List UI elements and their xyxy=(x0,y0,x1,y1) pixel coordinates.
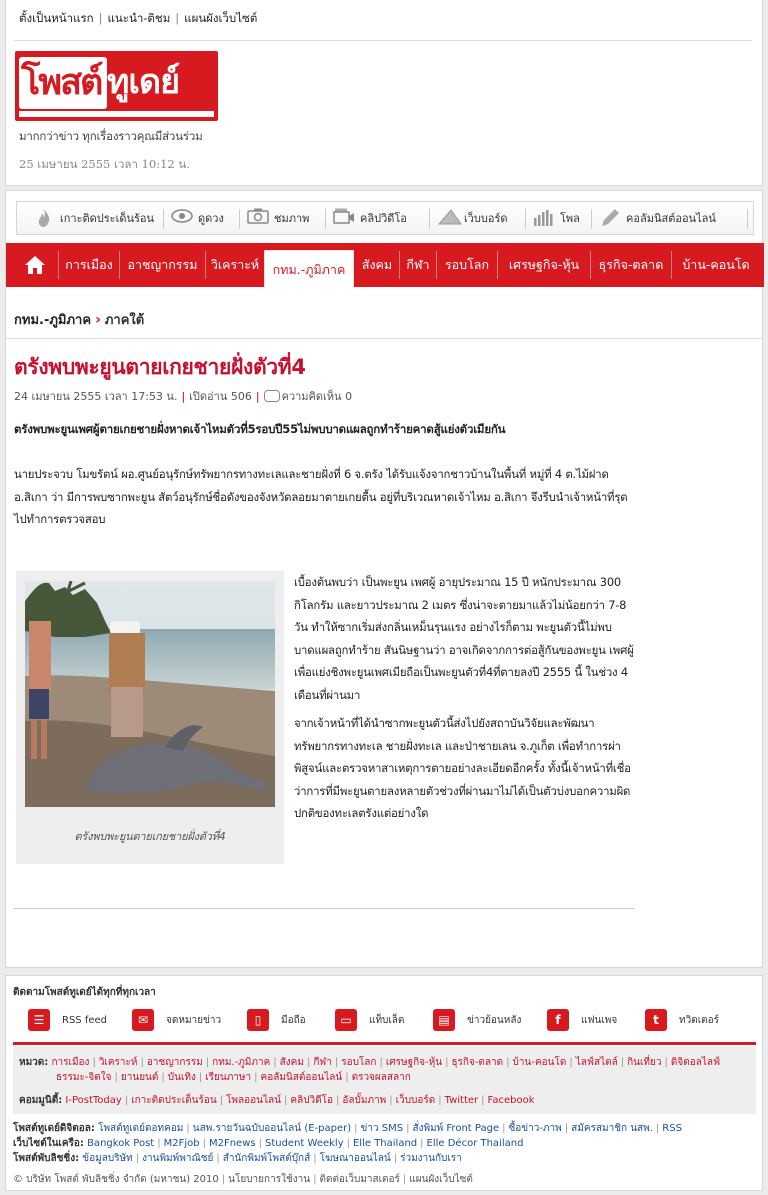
menu-online-columnists[interactable] xyxy=(599,202,716,234)
site-footer xyxy=(5,975,763,1191)
separator: | xyxy=(336,1095,340,1106)
menu-label: ดูดวง xyxy=(198,212,224,225)
camera-icon xyxy=(247,208,269,228)
separator: | xyxy=(620,1057,625,1068)
separator: | xyxy=(306,1057,311,1068)
eye-icon xyxy=(171,208,193,228)
separator xyxy=(163,209,164,229)
main-content xyxy=(5,190,763,968)
separator: | xyxy=(502,1123,506,1134)
social-label: แฟนเพจ xyxy=(581,1014,618,1026)
menu-label: ชมภาพ xyxy=(274,212,310,225)
pen-icon xyxy=(599,208,621,228)
separator: | xyxy=(334,1057,339,1068)
footer-link[interactable]: รอบโลก xyxy=(341,1057,377,1068)
separator: | xyxy=(98,11,103,25)
separator xyxy=(591,209,592,229)
footer-category-row xyxy=(19,1055,720,1070)
divider xyxy=(13,1042,756,1045)
footer-link[interactable]: ซื้อข่าว-ภาพ xyxy=(508,1123,562,1134)
footer-link[interactable]: ตรวจผลสลาก xyxy=(351,1072,411,1083)
separator: | xyxy=(313,1174,317,1185)
nav-world[interactable]: รอบโลก xyxy=(444,257,490,272)
separator: | xyxy=(255,389,260,403)
category-nav xyxy=(6,243,764,287)
separator: | xyxy=(205,1057,210,1068)
menu-video-clips[interactable] xyxy=(333,202,407,234)
separator: | xyxy=(346,1138,350,1149)
footer-link[interactable]: M2Fnews xyxy=(208,1138,256,1149)
footer-link[interactable]: ยานยนต์ xyxy=(120,1072,159,1083)
follow-title: ติดตามโพสต์ทูเดย์ได้ทุกที่ทุกเวลา xyxy=(13,987,156,998)
footer-link[interactable]: เว็บบอร์ด xyxy=(395,1095,436,1106)
separator: | xyxy=(506,1057,510,1068)
separator: | xyxy=(216,1153,220,1164)
logo-stripe xyxy=(19,111,214,117)
social-label: RSS feed xyxy=(62,1014,107,1026)
article-paragraph: จากเจ้าหน้าที่ได้นำซากพะยูนตัวนี้ส่งไปยังสถาบันวิจัยและพัฒนาทรัพยากรทางทะเล ชายฝั่งทะเล และป่าชายเลน จ.ภูเก็ต เพื่อทำการผ่าพิสูจน์และตรวจหาสาเหตุการตายอย่างละเอียดอีกครั้ง ทั้งนี้เจ้าหน้าที่เชื่อว่าการที่มีพะยูนตายลงหลายตัวช่วงที่ผ่านมาไม่ได้เป็นตัวบ่งบอกความผิดปกติของทะเลตรังแต่อย่างใด xyxy=(294,716,631,820)
separator xyxy=(747,209,748,229)
footer-link[interactable]: การเมือง xyxy=(51,1057,90,1068)
footer-link[interactable]: แผนผังเว็บไซต์ xyxy=(409,1174,473,1185)
separator: | xyxy=(438,1095,442,1106)
separator: | xyxy=(655,1123,660,1134)
footer-link[interactable]: นสพ.รายวันฉบับออนไลน์ (E-paper) xyxy=(192,1123,352,1134)
megaphone-icon xyxy=(437,208,459,228)
row-title: เว็บไซต์ในเครือ: xyxy=(13,1138,84,1149)
footer-link[interactable]: สำนักพิมพ์โพสต์บุ๊กส์ xyxy=(222,1153,311,1164)
footer-link[interactable]: งานพิมพ์พาณิชย์ xyxy=(142,1153,214,1164)
article-meta xyxy=(14,387,352,405)
flame-icon xyxy=(33,208,55,228)
separator: | xyxy=(389,1095,393,1106)
divider xyxy=(14,40,752,41)
archive-icon: ▤ xyxy=(433,1009,455,1031)
social-label: แท็บเล็ต xyxy=(369,1014,405,1026)
comment-bubble-icon xyxy=(264,390,280,402)
mobile-link[interactable] xyxy=(247,1008,306,1032)
footer-link[interactable]: โพสต์ทูเดย์ดอทคอม xyxy=(98,1123,184,1134)
separator: | xyxy=(569,1057,573,1068)
bar-chart-icon xyxy=(533,208,555,228)
site-header xyxy=(5,0,763,186)
footer-link[interactable]: กทม.-ภูมิภาค xyxy=(212,1057,271,1068)
menu-photos[interactable] xyxy=(247,202,309,234)
separator: | xyxy=(114,1072,118,1083)
nav-crime[interactable]: อาชญากรรม xyxy=(127,257,198,272)
separator: | xyxy=(198,1072,203,1083)
article-paragraph: เบื้องต้นพบว่า เป็นพะยูน เพศผู้ อายุประมาณ 15 ปี หนักประมาณ 300 กิโลกรัม และยาวประมาณ 2 เมตร ซึ่งน่าจะตายมาแล้วไม่น้อยกว่า 7-8 วัน ทำให้ซากเริ่มส่งกลิ่นเหม็นรุนแรง อย่างไรก็ตาม พะยูนตัวนี้ไม่พบบาดแผลถูกทำร้าย สันนิษฐานว่า อาจเกิดจากการต่อสู้กันของพะยูน เพศผู้เพื่อแย่งชิงพะยูนเพศเมียถือเป็นพะยูนตัวที่4ที่ตายลงปี 2555 นี้ ในช่วง 4 เดือนที่ผ่านมา xyxy=(294,575,634,702)
footer-link[interactable]: กีฬา xyxy=(313,1057,332,1068)
separator xyxy=(239,209,240,229)
footer-link[interactable]: เรียนภาษา xyxy=(205,1072,252,1083)
footer-network-row xyxy=(13,1136,523,1151)
icon-menu-bar xyxy=(16,201,754,235)
footer-link[interactable]: วิเคราะห์ xyxy=(98,1057,138,1068)
footer-category-panel xyxy=(13,1046,756,1114)
footer-link[interactable]: สังคม xyxy=(279,1057,304,1068)
footer-link[interactable]: I-PostToday xyxy=(65,1095,122,1106)
separator: | xyxy=(258,1138,262,1149)
copyright: © บริษัท โพสต์ พับลิชชิ่ง จำกัด (มหาชน) 2010 xyxy=(13,1174,219,1185)
footer-link[interactable]: ไลฟ์สไตล์ xyxy=(575,1057,618,1068)
menu-poll[interactable] xyxy=(533,202,580,234)
social-label: ข่าวย้อนหลัง xyxy=(467,1014,522,1026)
sitemap-link[interactable]: แผนผังเว็บไซต์ xyxy=(184,11,258,25)
footer-link[interactable]: อาชญากรรม xyxy=(146,1057,203,1068)
social-label: ทวิตเตอร์ xyxy=(679,1014,719,1026)
nav-analysis[interactable]: วิเคราะห์ xyxy=(210,257,260,272)
archive-link[interactable] xyxy=(433,1008,521,1032)
menu-label: คลิปวิดีโอ xyxy=(360,212,407,225)
footer-link[interactable]: สมัครสมาชิก นสพ. xyxy=(571,1123,653,1134)
separator: | xyxy=(221,1174,226,1185)
nav-home-condo[interactable]: บ้าน-คอนโด xyxy=(682,257,750,272)
separator: | xyxy=(664,1057,668,1068)
separator: | xyxy=(273,1057,277,1068)
footer-link[interactable]: กินเที่ยว xyxy=(627,1057,662,1068)
separator: | xyxy=(345,1072,349,1083)
separator: | xyxy=(564,1123,569,1134)
footer-publishing-row xyxy=(13,1151,462,1166)
nav-bangkok-regional[interactable]: กทม.-ภูมิภาค xyxy=(264,250,354,288)
menu-label: คอลัมนิสต์ออนไลน์ xyxy=(626,212,716,225)
footer-link[interactable]: ธุรกิจ-ตลาด xyxy=(451,1057,504,1068)
footer-link[interactable]: ข้อมูลบริษัท xyxy=(82,1153,133,1164)
footer-link[interactable]: ข่าว SMS xyxy=(360,1123,404,1134)
separator: | xyxy=(402,1174,407,1185)
article-title: ตรังพบพะยูนตายเกยชายฝั่งตัวที่4 xyxy=(14,355,306,379)
footer-link[interactable]: โฆษณาออนไลน์ xyxy=(319,1153,391,1164)
separator: | xyxy=(186,1123,190,1134)
comment-count[interactable]: ความคิดเห็น 0 xyxy=(281,390,353,403)
article-photo-box xyxy=(16,571,284,864)
menu-webboard[interactable] xyxy=(437,202,508,234)
footer-copyright-row xyxy=(13,1172,473,1187)
divider xyxy=(6,338,762,339)
separator: | xyxy=(202,1138,206,1149)
footer-link[interactable]: ร่วมงานกับเรา xyxy=(400,1153,462,1164)
twitter-link[interactable] xyxy=(645,1008,719,1032)
logo-text-right: ทูเดย์ xyxy=(107,62,180,102)
current-date: 25 เมษายน 2555 เวลา 10:12 น. xyxy=(19,157,190,171)
footer-link[interactable]: Elle Thailand xyxy=(352,1138,418,1149)
separator: | xyxy=(124,1095,129,1106)
separator: | xyxy=(254,1072,258,1083)
footer-link[interactable]: Bangkok Post xyxy=(87,1138,155,1149)
feedback-link[interactable]: แนะนำ-ติชม xyxy=(107,11,171,25)
footer-link[interactable]: บ้าน-คอนโด xyxy=(512,1057,567,1068)
home-button[interactable] xyxy=(6,243,58,287)
menu-label: เว็บบอร์ด xyxy=(464,212,508,225)
footer-link[interactable]: Student Weekly xyxy=(264,1138,344,1149)
footer-link[interactable]: สั่งพิมพ์ Front Page xyxy=(412,1123,500,1134)
mail-icon: ✉ xyxy=(132,1009,154,1031)
separator: | xyxy=(135,1153,140,1164)
separator: | xyxy=(140,1057,144,1068)
facebook-icon: f xyxy=(547,1009,569,1031)
nav-politics[interactable]: การเมือง xyxy=(65,257,113,272)
article-photo[interactable] xyxy=(25,581,275,807)
tablet-icon: ▭ xyxy=(335,1009,357,1031)
separator: | xyxy=(481,1095,485,1106)
row-title: หมวด: xyxy=(19,1057,49,1068)
utility-links xyxy=(19,10,257,28)
footer-link[interactable]: ธรรมะ-จิตใจ xyxy=(56,1072,112,1083)
footer-link[interactable]: เศรษฐกิจ-หุ้น xyxy=(385,1057,443,1068)
nav-economy-stocks[interactable]: เศรษฐกิจ-หุ้น xyxy=(508,257,580,272)
social-label: มือถือ xyxy=(281,1014,306,1026)
separator: | xyxy=(284,1095,288,1106)
separator: | xyxy=(161,1072,165,1083)
footer-link[interactable]: อัลบั้มภาพ xyxy=(342,1095,387,1106)
nav-business-market[interactable]: ธุรกิจ-ตลาด xyxy=(598,257,664,272)
newsletter-link[interactable] xyxy=(132,1008,221,1032)
row-title: โพสต์พับลิชชิ่ง: xyxy=(13,1153,80,1164)
menu-horoscope[interactable] xyxy=(171,202,224,234)
nav-society[interactable]: สังคม xyxy=(361,257,393,272)
footer-link[interactable]: M2Fjob xyxy=(163,1138,200,1149)
footer-link[interactable]: ติดต่อเว็บมาสเตอร์ xyxy=(319,1174,400,1185)
row-title: โพสต์ทูเดย์ดิจิตอล: xyxy=(13,1123,95,1134)
separator: | xyxy=(445,1057,449,1068)
separator xyxy=(525,209,526,229)
rss-icon: ☰ xyxy=(28,1009,50,1031)
set-homepage-link[interactable]: ตั้งเป็นหน้าแรก xyxy=(19,11,94,25)
separator: | xyxy=(354,1123,358,1134)
footer-category-row xyxy=(56,1070,411,1085)
separator: | xyxy=(219,1095,224,1106)
social-label: จดหมายข่าว xyxy=(166,1014,222,1026)
separator: | xyxy=(157,1138,161,1149)
footer-link[interactable]: Facebook xyxy=(487,1095,535,1106)
article-lead: ตรังพบพะยูนเพศผู้ตายเกยชายฝั่งหาดเจ้าไหมตัวที่5รอบปี55ไม่พบบาดแผลถูกทำร้ายคาดสู้แย่งตัวเมียกัน xyxy=(14,422,506,436)
footer-community-row xyxy=(19,1093,535,1108)
nav-sports[interactable]: กีฬา xyxy=(406,257,430,272)
menu-label: โพล xyxy=(560,212,580,225)
breadcrumb-parent[interactable]: กทม.-ภูมิภาค xyxy=(14,313,92,328)
article-date: 24 เมษายน 2555 เวลา 17:53 น. xyxy=(14,390,178,403)
footer-digital-row xyxy=(13,1121,682,1136)
divider xyxy=(14,908,634,909)
footer-link[interactable]: บันเทิง xyxy=(167,1072,196,1083)
video-icon xyxy=(333,208,355,228)
footer-link[interactable]: RSS xyxy=(662,1123,682,1134)
tablet-link[interactable] xyxy=(335,1008,404,1032)
row-title: คอมมูนิตี้: xyxy=(19,1095,63,1106)
footer-link[interactable]: โพลออนไลน์ xyxy=(226,1095,281,1106)
separator: | xyxy=(175,11,180,25)
separator xyxy=(429,209,430,229)
footer-link[interactable]: ดิจิตอลไลฟ์ xyxy=(670,1057,721,1068)
tagline: มากกว่าข่าว ทุกเรื่องราวคุณมีส่วนร่วม xyxy=(19,129,203,143)
article-paragraph: นายประจวบ โมขรัตน์ ผอ.ศูนย์อนุรักษ์ทรัพยากรทางทะเลและชายฝั่งที่ 6 จ.ตรัง ได้รับแจ้งจากชาวบ้านในพื้นที่ หมู่ที่ 4 ต.ไม้ฝาด อ.สิเกา ว่า มีการพบซากพะยูน สัตว์อนุรักษ์ชื่อดังของจังหวัดลอยมาตายเกยตื้น อยู่ที่บริเวณหาดเจ้าไหม อ.สิเกา จึงรีบนำเจ้าหน้าที่รุดไปทำการตรวจสอบ xyxy=(14,467,628,526)
separator: | xyxy=(313,1153,317,1164)
footer-link[interactable]: คอลัมนิสต์ออนไลน์ xyxy=(260,1072,343,1083)
footer-link[interactable]: นโยบายการใช้งาน xyxy=(228,1174,311,1185)
separator: | xyxy=(393,1153,398,1164)
footer-link[interactable]: คลิปวิดีโอ xyxy=(290,1095,334,1106)
mobile-icon: ▯ xyxy=(247,1009,269,1031)
menu-hot-issues[interactable] xyxy=(33,202,154,234)
site-logo[interactable] xyxy=(15,51,218,121)
breadcrumb-current[interactable]: ภาคใต้ xyxy=(104,313,145,328)
separator: | xyxy=(181,389,186,403)
fanpage-link[interactable] xyxy=(547,1008,617,1032)
logo-text-left: โพสต์ xyxy=(21,61,102,103)
separator: | xyxy=(379,1057,383,1068)
view-count: เปิดอ่าน 506 xyxy=(189,390,252,403)
separator xyxy=(325,209,326,229)
home-icon xyxy=(24,255,46,275)
separator: | xyxy=(420,1138,424,1149)
footer-link[interactable]: Twitter xyxy=(444,1095,479,1106)
rss-feed-link[interactable] xyxy=(28,1008,107,1032)
breadcrumb xyxy=(14,309,144,330)
separator: | xyxy=(406,1123,410,1134)
separator: | xyxy=(92,1057,96,1068)
chevron-right-icon: › xyxy=(95,312,101,328)
menu-label: เกาะติดประเด็นร้อน xyxy=(60,212,155,225)
footer-link[interactable]: เกาะติดประเด็นร้อน xyxy=(131,1095,217,1106)
photo-caption: ตรังพบพะยูนตายเกยชายฝั่งตัวที่4 xyxy=(74,830,226,843)
footer-link[interactable]: Elle Décor Thailand xyxy=(426,1138,524,1149)
twitter-icon: t xyxy=(645,1009,667,1031)
